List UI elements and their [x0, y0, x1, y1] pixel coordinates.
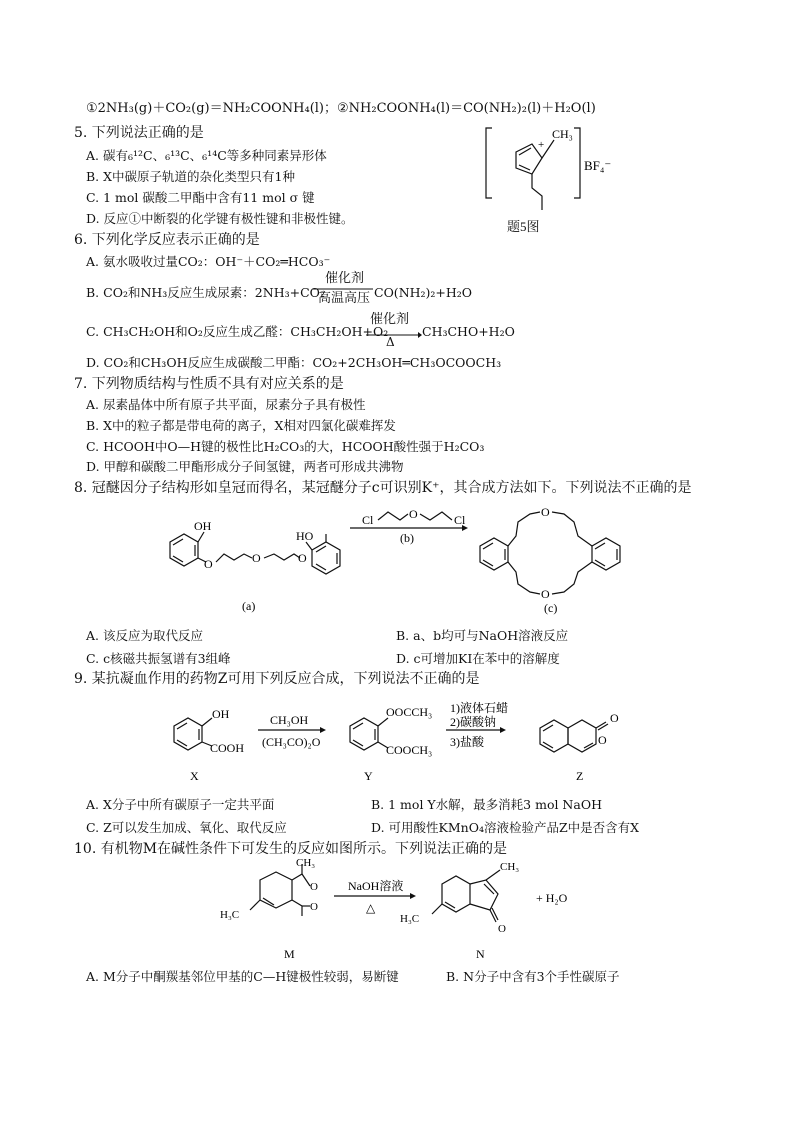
q9-option-c: C. Z可以发生加成、氧化、取代反应 — [86, 820, 287, 835]
q9-label-z: Z — [576, 769, 584, 783]
q5-stem: 5. 下列说法正确的是 — [74, 125, 204, 141]
q5-anion-label: BF₄⁻ — [584, 158, 612, 173]
q6-option-c-left: C. CH₃CH₂OH和O₂反应生成乙醛：CH₃CH₂OH+O₂ — [86, 324, 389, 339]
q9-reagent2-step1: 1)液体石蜡 — [450, 701, 508, 715]
q8-b-o-label: O — [409, 507, 418, 521]
q5-figure-caption: 题5图 — [507, 219, 540, 234]
q7-stem: 7. 下列物质结构与性质不具有对应关系的是 — [74, 376, 344, 392]
q5-option-a: A. 碳有₆¹²C、₆¹³C、₆¹⁴C等多种同素异形体 — [86, 148, 327, 163]
q8-option-d: D. c可增加KI在苯中的溶解度 — [396, 651, 560, 666]
q6-option-b-conditions: 高温高压 — [318, 291, 371, 306]
q8-option-a: A. 该反应为取代反应 — [86, 628, 203, 643]
q5-plus-charge: + — [538, 139, 545, 151]
q6-option-d: D. CO₂和CH₃OH反应生成碳酸二甲酯：CO₂+2CH₃OH═CH₃OCOOCH₃ — [86, 355, 502, 370]
q8-stem: 8. 冠醚因分子结构形如皇冠而得名，某冠醚分子c可识别K⁺，其合成方法如下。下列说法不正确的是 — [74, 480, 692, 496]
q7-option-a: A. 尿素晶体中所有原子共平面，尿素分子具有极性 — [86, 397, 366, 412]
q10-n-ch3-label: CH₃ — [500, 861, 520, 873]
q9-y-top-label: OOCCH₃ — [386, 705, 433, 719]
q8-a-ho-label: HO — [296, 529, 314, 543]
q9-label-x: X — [190, 769, 199, 783]
q6-option-a: A. 氨水吸收过量CO₂：OH⁻＋CO₂═HCO₃⁻ — [86, 254, 331, 269]
q10-m-o1-label: O — [310, 881, 318, 893]
intro-equations: ①2NH₃(g)＋CO₂(g)＝NH₂COONH₄(l)；②NH₂COONH₄(l)＝CO(NH₂)₂(l)＋H₂O(l) — [86, 101, 596, 116]
q8-crown-ether-synthesis — [150, 500, 650, 618]
q8-c-o-top-label: O — [541, 505, 550, 519]
q10-n-o-label: O — [498, 923, 506, 935]
q6-option-c-catalyst: 催化剂 — [370, 312, 410, 327]
q7-option-d: D. 甲醇和碳酸二甲酯形成分子间氢键，两者可形成共沸物 — [86, 459, 404, 474]
q9-reagent2-step2: 2)碳酸钠 — [450, 715, 496, 729]
q10-m-o2-label: O — [310, 901, 318, 913]
q10-aldol-reaction — [210, 856, 600, 966]
q8-label-c: (c) — [544, 601, 558, 615]
q8-option-b: B. a、b均可与NaOH溶液反应 — [396, 628, 569, 643]
q9-reagent2-step3: 3)盐酸 — [450, 735, 484, 749]
q8-a-o1-label: O — [204, 557, 213, 571]
q10-m-ch3-label: CH₃ — [296, 857, 316, 869]
q8-label-b: (b) — [400, 531, 414, 545]
q10-stem: 10. 有机物M在碱性条件下可发生的反应如图所示。下列说法正确的是 — [74, 841, 508, 857]
q9-label-y: Y — [364, 769, 373, 783]
q5-methyl-label: CH₃ — [552, 127, 573, 141]
q10-n-h3c-label: H₃C — [400, 913, 420, 925]
q9-y-bottom-label: COOCH₃ — [386, 743, 433, 757]
q8-a-oh-label: OH — [194, 519, 212, 533]
q10-reagent: NaOH溶液 — [348, 879, 404, 893]
q9-coumarin-synthesis — [160, 696, 660, 788]
q9-x-cooh-label: COOH — [210, 741, 245, 755]
q7-option-b: B. X中的粒子都是带电荷的离子，X相对四氯化碳难挥发 — [86, 418, 396, 433]
q8-b-cl-right-label: Cl — [454, 513, 466, 527]
q6-option-b-right: CO(NH₂)₂+H₂O — [374, 285, 473, 300]
q8-a-o2-label: O — [252, 551, 261, 565]
q9-option-d: D. 可用酸性KMnO₄溶液检验产品Z中是否含有X — [371, 820, 640, 835]
q9-stem: 9. 某抗凝血作用的药物Z可用下列反应合成，下列说法不正确的是 — [74, 671, 480, 687]
q5-ionic-liquid-structure — [478, 118, 628, 220]
q10-water: + H₂O — [536, 891, 568, 905]
q8-option-c: C. c核磁共振氢谱有3组峰 — [86, 651, 231, 666]
q10-heat: △ — [366, 901, 376, 915]
q5-option-b: B. X中碳原子轨道的杂化类型只有1种 — [86, 169, 295, 184]
q10-m-h3c-label: H₃C — [220, 909, 240, 921]
q9-reagent1-bottom: (CH₃CO)₂O — [262, 735, 321, 749]
q10-option-a: A. M分子中酮羰基邻位甲基的C—H键极性较弱，易断键 — [86, 969, 399, 984]
q9-z-carbonyl-o-label: O — [610, 711, 619, 725]
q9-z-ring-o-label: O — [598, 733, 607, 747]
q10-option-b: B. N分子中含有3个手性碳原子 — [446, 969, 620, 984]
q6-option-c-right: CH₃CHO+H₂O — [422, 324, 515, 339]
q5-option-d: D. 反应①中断裂的化学键有极性键和非极性键。 — [86, 211, 354, 226]
q9-reagent1-top: CH₃OH — [270, 713, 309, 727]
q6-option-b-left: B. CO₂和NH₃反应生成尿素：2NH₃+CO₂ — [86, 285, 325, 300]
q7-option-c: C. HCOOH中O—H键的极性比H₂CO₃的大，HCOOH酸性强于H₂CO₃ — [86, 439, 485, 454]
q8-a-o3-label: O — [298, 551, 307, 565]
q6-stem: 6. 下列化学反应表示正确的是 — [74, 232, 260, 248]
q8-label-a: (a) — [242, 599, 256, 613]
q6-option-c-heat: Δ — [386, 335, 395, 349]
q10-label-m: M — [284, 947, 295, 961]
q9-option-a: A. X分子中所有碳原子一定共平面 — [86, 797, 275, 812]
q5-option-c: C. 1 mol 碳酸二甲酯中含有11 mol σ 键 — [86, 190, 315, 205]
q9-x-oh-label: OH — [212, 707, 230, 721]
q9-option-b: B. 1 mol Y水解，最多消耗3 mol NaOH — [371, 797, 602, 812]
q8-b-cl-left-label: Cl — [362, 513, 374, 527]
q8-c-o-bottom-label: O — [541, 587, 550, 601]
q6-option-b-catalyst: 催化剂 — [325, 271, 365, 286]
q10-label-n: N — [476, 947, 485, 961]
